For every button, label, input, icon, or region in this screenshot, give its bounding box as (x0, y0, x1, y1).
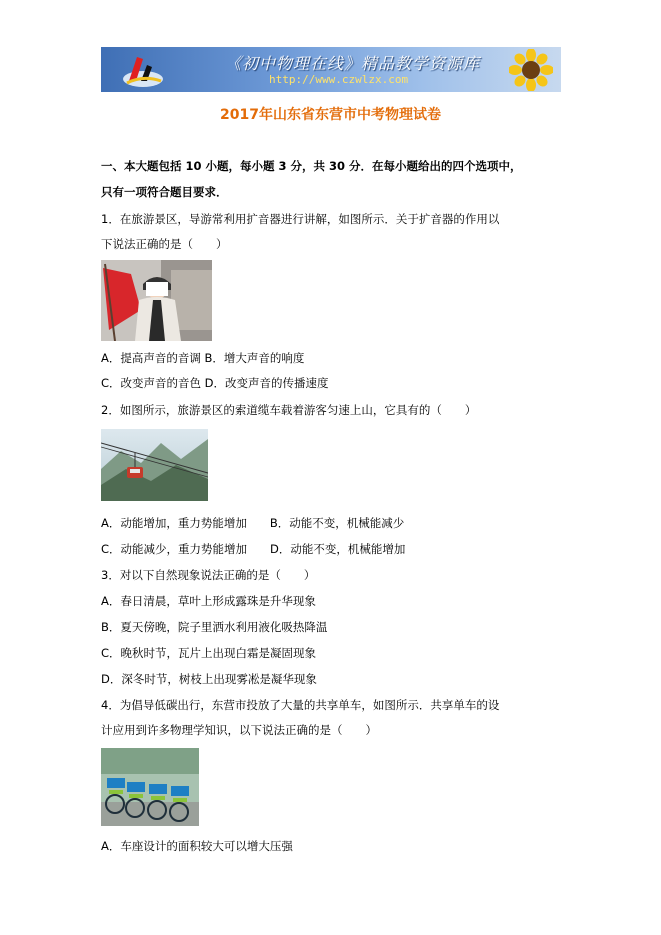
section-heading-line2: 只有一项符合题目要求． (101, 185, 228, 199)
question-4-image-shared-bikes (101, 748, 199, 826)
sunflower-icon (509, 49, 553, 91)
question-3-option-b: B．夏天傍晚，院子里洒水利用液化吸热降温 (101, 620, 328, 634)
question-2-image-cable-car (101, 429, 208, 501)
question-3-option-c: C．晚秋时节，瓦片上出现白霜是凝固现象 (101, 646, 317, 660)
page-title: 2017年山东省东营市中考物理试卷 (220, 107, 441, 123)
question-3-option-d: D．深冬时节，树枝上出现雾凇是凝华现象 (101, 672, 317, 686)
question-1-option-line1: A．提高声音的音调 B．增大声音的响度 (101, 351, 305, 365)
question-1-stem-line1: 1．在旅游景区，导游常利用扩音器进行讲解，如图所示．关于扩音器的作用以 (101, 212, 500, 226)
banner-title: 《初中物理在线》精品教学资源库 (225, 54, 481, 73)
question-4-stem-line1: 4．为倡导低碳出行，东营市投放了大量的共享单车，如图所示．共享单车的设 (101, 698, 500, 712)
question-2-option-line1: A．动能增加，重力势能增加 B．动能不变，机械能减少 (101, 516, 405, 530)
site-logo-icon (121, 51, 165, 89)
question-2-option-line2: C．动能减少，重力势能增加 D．动能不变，机械能增加 (101, 542, 406, 556)
section-heading-line1: 一、本大题包括 10 小题，每小题 3 分，共 30 分．在每小题给出的四个选项中， (101, 159, 522, 173)
header-banner (101, 47, 561, 92)
banner-url: http://www.czwlzx.com (269, 73, 409, 86)
question-1-option-line2: C．改变声音的音色 D．改变声音的传播速度 (101, 376, 329, 390)
question-3-option-a: A．春日清晨，草叶上形成露珠是升华现象 (101, 594, 316, 608)
question-4-stem-line2: 计应用到许多物理学知识，以下说法正确的是（ ） (101, 723, 377, 737)
question-2-stem: 2．如图所示，旅游景区的索道缆车载着游客匀速上山，它具有的（ ） (101, 403, 477, 417)
question-4-option-a: A．车座设计的面积较大可以增大压强 (101, 839, 293, 853)
question-3-stem: 3．对以下自然现象说法正确的是（ ） (101, 568, 316, 582)
question-1-stem-line2: 下说法正确的是（ ） (101, 237, 228, 251)
question-1-image-tour-guide (101, 260, 212, 341)
